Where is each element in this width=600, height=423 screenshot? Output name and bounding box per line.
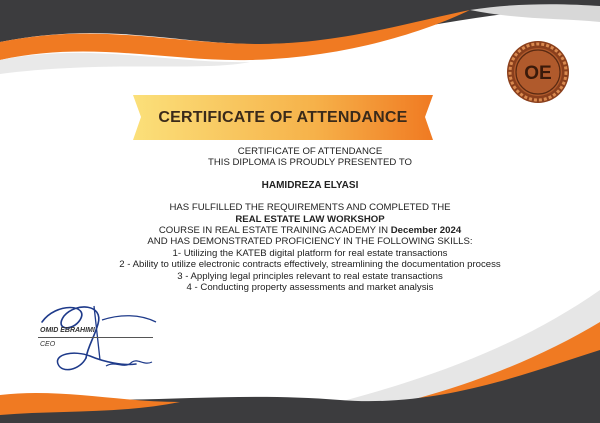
presented-line: THIS DIPLOMA IS PROUDLY PRESENTED TO <box>207 157 412 169</box>
fulfilled-line: HAS FULFILLED THE REQUIREMENTS AND COMPLETED THE <box>169 202 451 214</box>
skill-item: 3 - Applying legal principles relevant to real estate transactions <box>177 270 443 282</box>
heading-line: CERTIFICATE OF ATTENDANCE <box>237 146 383 157</box>
skill-item: 4 - Conducting property assessments and market analysis <box>186 282 434 294</box>
signer-name: OMID EBRAHIMI <box>40 327 95 334</box>
skill-item: 1- Utilizing the KATEB digital platform for real estate transactions <box>172 247 448 259</box>
banner-title: CERTIFICATE OF ATTENDANCE <box>158 108 408 126</box>
course-line <box>90 225 530 236</box>
certificate-body <box>90 146 530 293</box>
recipient-name: HAMIDREZA ELYASI <box>261 179 359 191</box>
signature-scribble <box>28 300 168 380</box>
signature-line <box>38 337 153 338</box>
signer-role: CEO <box>40 341 56 348</box>
course-date: December 2024 <box>390 225 462 237</box>
logo-mark: OE <box>524 63 552 84</box>
skill-item: 2 - Ability to utilize electronic contracts effectively, streamlining the documentation process <box>119 259 501 271</box>
logo-seal <box>506 40 570 104</box>
workshop-title: REAL ESTATE LAW WORKSHOP <box>235 213 385 225</box>
course-prefix: COURSE IN REAL ESTATE TRAINING ACADEMY IN <box>158 225 389 237</box>
demonstrated-line: AND HAS DEMONSTRATED PROFICIENCY IN THE FOLLOWING SKILLS: <box>147 236 473 248</box>
